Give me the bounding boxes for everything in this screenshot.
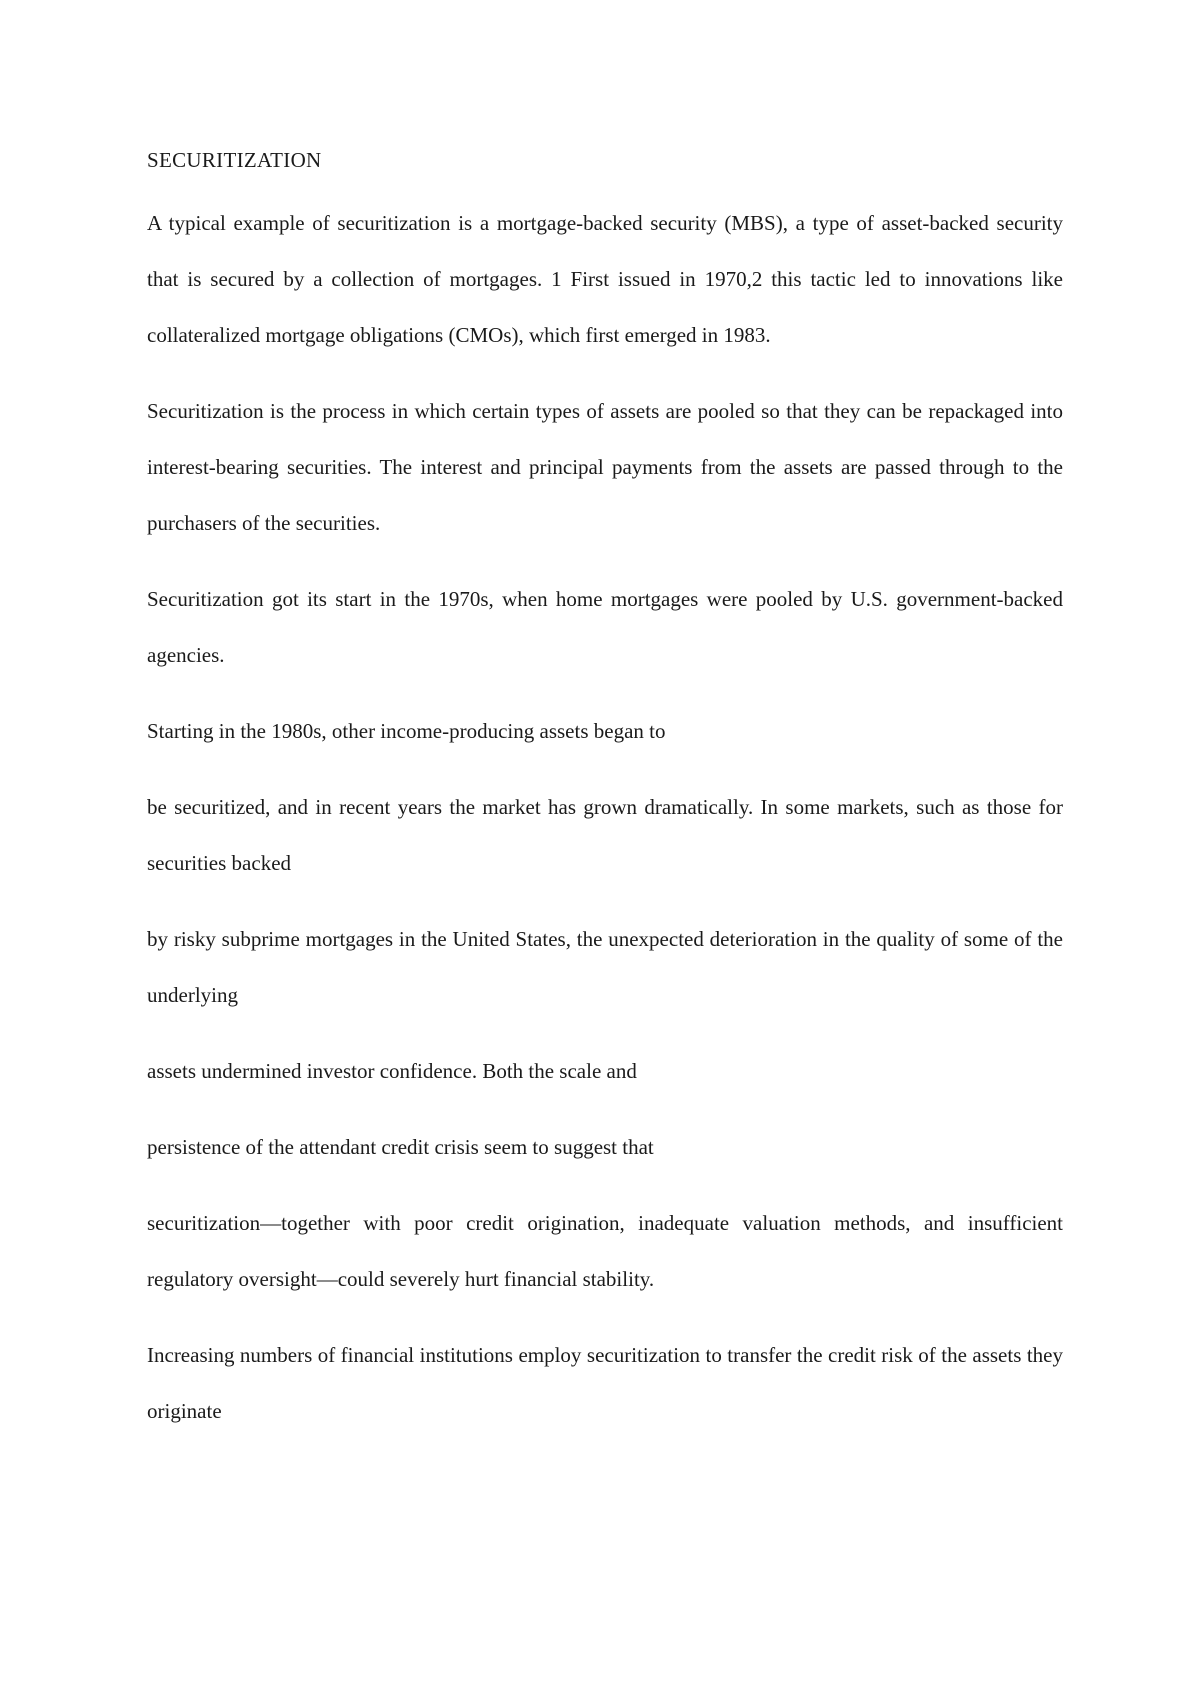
paragraph: by risky subprime mortgages in the United States, the unexpected deterioration in the quality of some of the underlying: [147, 927, 1063, 1007]
paragraph: Increasing numbers of financial institutions employ securitization to transfer the credit risk of the assets they originate: [147, 1343, 1063, 1423]
paragraph: assets undermined investor confidence. Both the scale and: [147, 1059, 637, 1083]
paragraph: securitization—together with poor credit origination, inadequate valuation methods, and insufficient regulatory oversight—could severely hurt financial stability.: [147, 1211, 1063, 1291]
paragraph: A typical example of securitization is a mortgage-backed security (MBS), a type of asset-backed security that is secured by a collection of mortgages. 1 First issued in 1970,2 this tactic led to innovations like collateralized mortgage obligations (CMOs), which first emerged in 1983.: [147, 211, 1063, 347]
paragraph: Securitization is the process in which certain types of assets are pooled so that they can be repackaged into interest-bearing securities. The interest and principal payments from the assets are passed through to the purchasers of the securities.: [147, 399, 1063, 535]
document-title: SECURITIZATION: [147, 148, 322, 172]
paragraph: Starting in the 1980s, other income-producing assets began to: [147, 719, 666, 743]
paragraph: Securitization got its start in the 1970s, when home mortgages were pooled by U.S. government-backed agencies.: [147, 587, 1063, 667]
paragraph: persistence of the attendant credit crisis seem to suggest that: [147, 1135, 654, 1159]
paragraph: be securitized, and in recent years the market has grown dramatically. In some markets, such as those for securities backed: [147, 795, 1063, 875]
document-page: [147, 142, 1063, 1459]
